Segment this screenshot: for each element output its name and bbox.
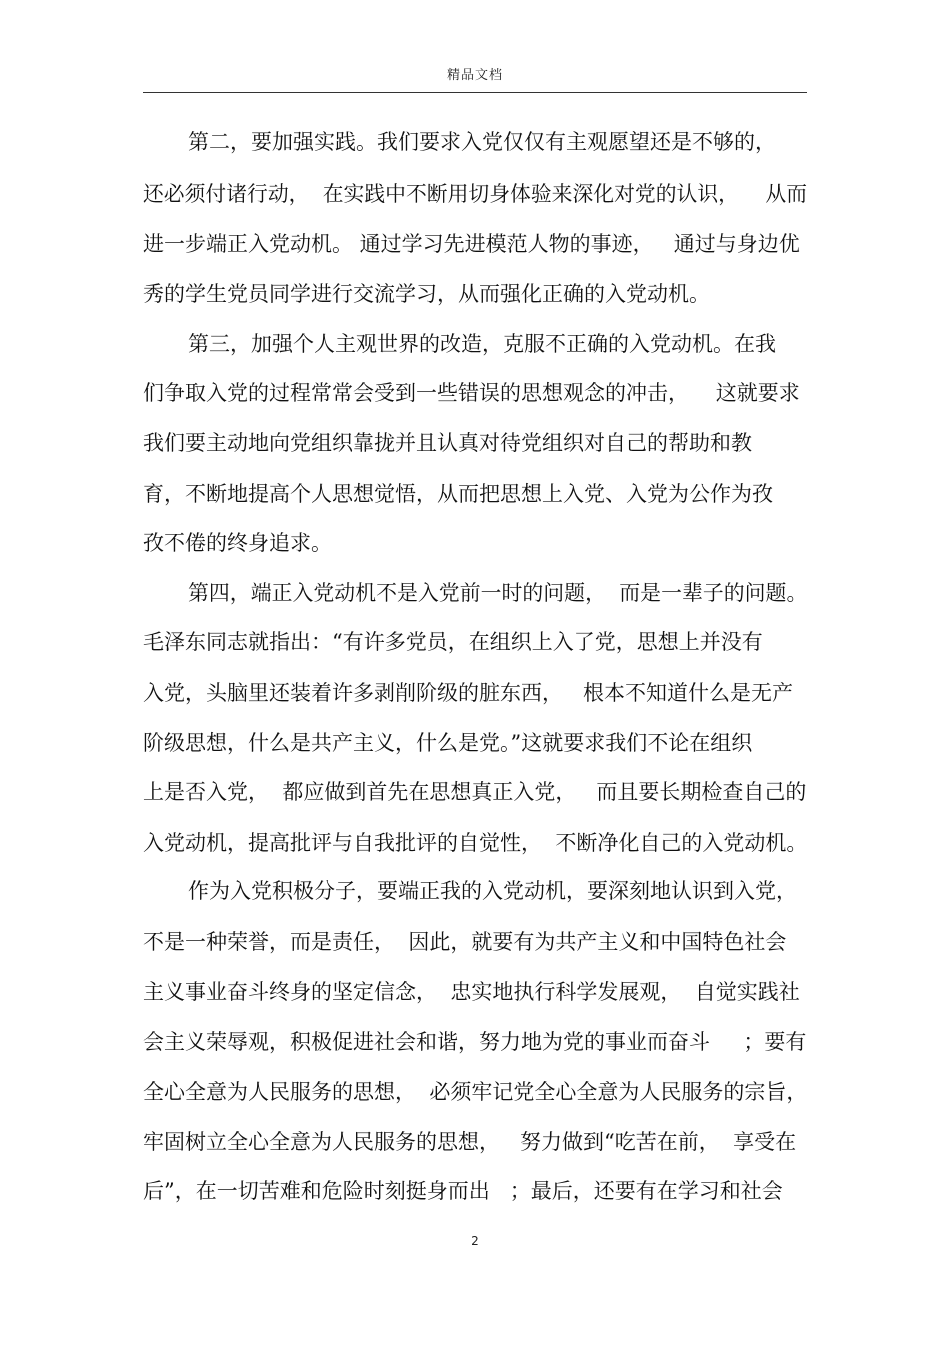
text-line: 入党动机，提高批评与自我批评的自觉性， 不断净化自己的入党动机。 [143,831,808,855]
text-line: 第四，端正入党动机不是入党前一时的问题， 而是一辈子的问题。 [188,581,808,605]
text-line: 进一步端正入党动机。 通过学习先进模范人物的事迹， 通过与身边优 [143,232,800,256]
text-line: 入党，头脑里还装着许多剥削阶级的脏东西， 根本不知道什么是无产 [143,681,794,705]
text-line: 牢固树立全心全意为人民服务的思想， 努力做到“吃苦在前， 享受在 [143,1130,797,1154]
text-line: 还必须付诸行动， 在实践中不断用切身体验来深化对党的认识， 从而 [143,182,808,206]
text-line: 作为入党积极分子，要端正我的入党动机，要深刻地认识到入党， [188,879,797,903]
text-line: 全心全意为人民服务的思想， 必须牢记党全心全意为人民服务的宗旨， [143,1080,808,1104]
header-divider [143,92,807,93]
text-line: 主义事业奋斗终身的坚定信念， 忠实地执行科学发展观， 自觉实践社 [143,980,800,1004]
text-line: 后”，在一切苦难和危险时刻挺身而出 ；最后，还要有在学习和社会 [143,1179,783,1203]
text-line: 阶级思想，什么是共产主义，什么是党。”这就要求我们不论在组织 [143,731,753,755]
text-line: 会主义荣辱观，积极促进社会和谐，努力地为党的事业而奋斗 ；要有 [143,1030,807,1054]
text-line: 毛泽东同志就指出：“有许多党员，在组织上入了党，思想上并没有 [143,630,763,654]
text-line: 孜不倦的终身追求。 [143,531,332,555]
text-line: 育，不断地提高个人思想觉悟，从而把思想上入党、入党为公作为孜 [143,482,773,506]
text-line: 第三，加强个人主观世界的改造，克服不正确的入党动机。在我 [188,332,776,356]
page-number: 2 [471,1234,479,1248]
text-line: 秀的学生党员同学进行交流学习，从而强化正确的入党动机。 [143,282,710,306]
text-line: 第二，要加强实践。我们要求入党仅仅有主观愿望还是不够的， [188,130,776,154]
text-line: 不是一种荣誉，而是责任， 因此，就要有为共产主义和中国特色社会 [143,930,787,954]
text-line: 们争取入党的过程常常会受到一些错误的思想观念的冲击， 这就要求 [143,381,800,405]
text-line: 上是否入党， 都应做到首先在思想真正入党， 而且要长期检查自己的 [143,780,807,804]
text-line: 我们要主动地向党组织靠拢并且认真对待党组织对自己的帮助和教 [143,431,752,455]
page-header-title: 精品文档 [446,68,503,83]
